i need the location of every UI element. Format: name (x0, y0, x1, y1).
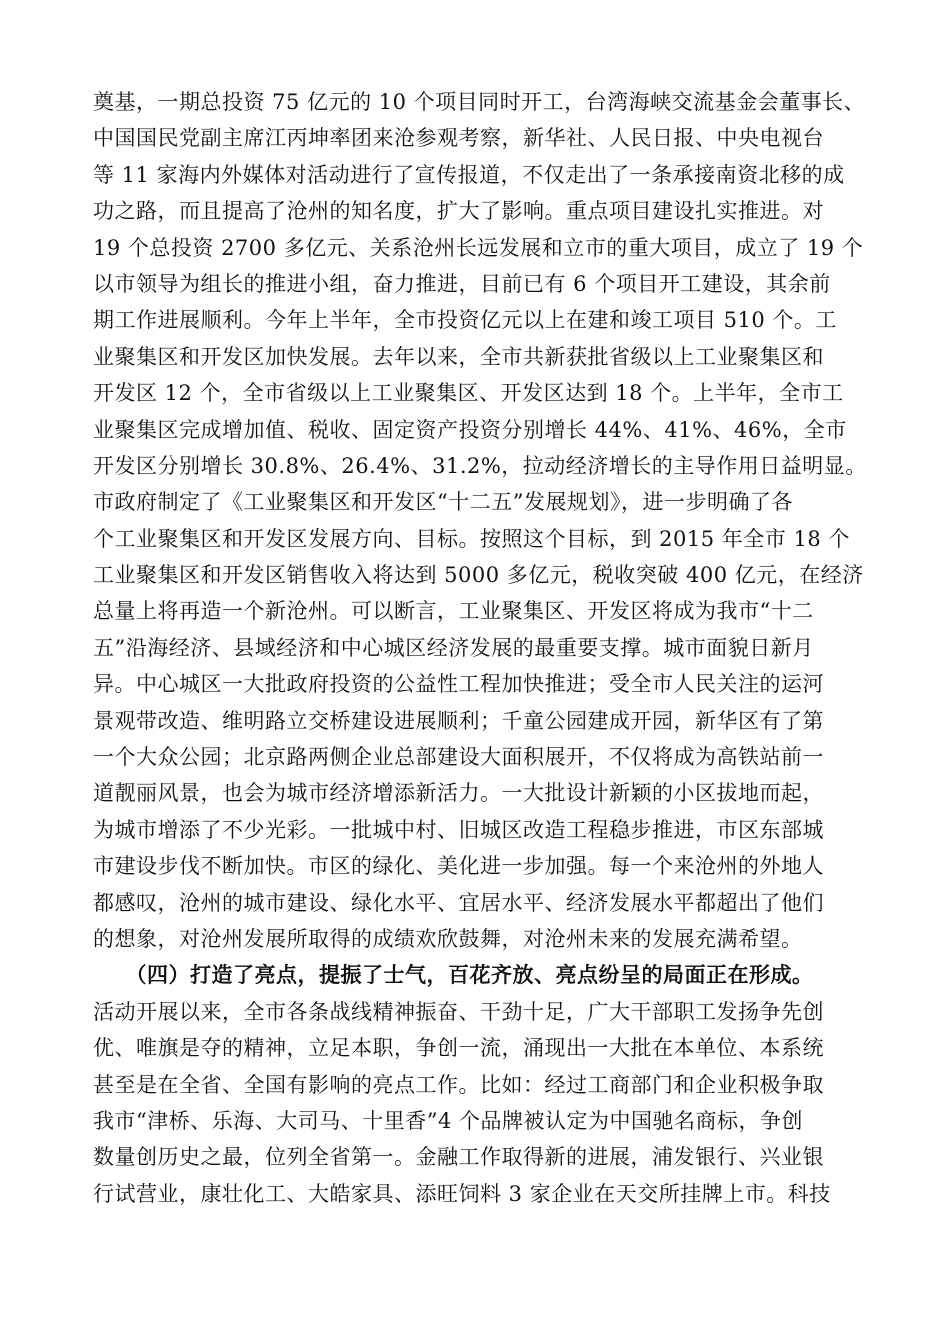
paragraph-line: 以市领导为组长的推进小组，奋力推进，目前已有 6 个项目开工建设，其余前 (93, 271, 831, 296)
paragraph-line: 奠基，一期总投资 75 亿元的 10 个项目同时开工，台湾海峡交流基金会董事长、 (93, 90, 866, 114)
paragraph-line: 异。中心城区一大批政府投资的公益性工程加快推进；受全市人民关注的运河 (93, 672, 824, 697)
paragraph-line: 的想象，对沧州发展所取得的成绩欢欣鼓舞，对沧州未来的发展充满希望。 (93, 926, 803, 951)
paragraph-line: 等 11 家海内外媒体对活动进行了宣传报道，不仅走出了一条承接南资北移的成 (93, 162, 845, 187)
paragraph-line: 景观带改造、维明路立交桥建设进展顺利；千童公园建成开园，新华区有了第 (93, 708, 824, 733)
paragraph-line: 甚至是在全省、全国有影响的亮点工作。比如：经过工商部门和企业积极争取 (93, 1072, 824, 1097)
paragraph-line: 一个大众公园；北京路两侧企业总部建设大面积展开，不仅将成为高铁站前一 (93, 745, 824, 770)
paragraph-line: 19 个总投资 2700 多亿元、关系沧州长远发展和立市的重大项目，成立了 19 个 (93, 235, 864, 260)
document-body (93, 84, 885, 1212)
paragraph-line: 总量上将再造一个新沧州。可以断言，工业聚集区、开发区将成为我市“十二 (93, 599, 814, 624)
paragraph-line: 期工作进展顺利。今年上半年，全市投资亿元以上在建和竣工项目 510 个。工 (93, 308, 837, 333)
paragraph-line: 我市“津桥、乐海、大司马、十里香”4 个品牌被认定为中国驰名商标，争创 (93, 1108, 804, 1133)
paragraph-line: 工业聚集区和开发区销售收入将达到 5000 多亿元，税收突破 400 亿元，在经济 (93, 563, 864, 588)
paragraph-line: 中国国民党副主席江丙坤率团来沧参观考察，新华社、人民日报、中央电视台 (93, 126, 824, 151)
paragraph-line: 功之路，而且提高了沧州的知名度，扩大了影响。重点项目建设扎实推进。对 (93, 199, 824, 224)
paragraph-line: 道靓丽风景，也会为城市经济增添新活力。一大批设计新颖的小区拔地而起， (93, 781, 824, 806)
paragraph-line: 市建设步伐不断加快。市区的绿化、美化进一步加强。每一个来沧州的外地人 (93, 854, 824, 879)
paragraph-line: 为城市增添了不少光彩。一批城中村、旧城区改造工程稳步推进，市区东部城 (93, 817, 824, 842)
paragraph-line: 开发区分别增长 30.8%、26.4%、31.2%，拉动经济增长的主导作用日益明显。 (93, 453, 867, 478)
section-heading-line: （四）打造了亮点，提振了士气，百花齐放、亮点纷呈的局面正在形成。 (93, 963, 814, 988)
paragraph-line: 业聚集区完成增加值、税收、固定资产投资分别增长 44%、41%、46%，全市 (93, 417, 847, 442)
paragraph-line: 市政府制定了《工业聚集区和开发区“十二五”发展规划》，进一步明确了各 (93, 490, 793, 515)
paragraph-line: 行试营业，康壮化工、大皓家具、添旺饲料 3 家企业在天交所挂牌上市。科技 (93, 1181, 831, 1206)
paragraph-line: 五”沿海经济、县域经济和中心城区经济发展的最重要支撑。城市面貌日新月 (93, 635, 814, 660)
paragraph-line: 活动开展以来，全市各条战线精神振奋、干劲十足，广大干部职工发扬争先创 (93, 999, 824, 1024)
paragraph-line: 数量创历史之最，位列全省第一。金融工作取得新的进展，浦发银行、兴业银 (93, 1145, 824, 1170)
paragraph-line: 个工业聚集区和开发区发展方向、目标。按照这个目标，到 2015 年全市 18 个 (93, 526, 850, 551)
paragraph-line: 优、唯旗是夺的精神，立足本职，争创一流，涌现出一大批在本单位、本系统 (93, 1036, 824, 1061)
paragraph-line: 都感叹，沧州的城市建设、绿化水平、宜居水平、经济发展水平都超出了他们 (93, 890, 824, 915)
paragraph-line: 业聚集区和开发区加快发展。去年以来，全市共新获批省级以上工业聚集区和 (93, 344, 824, 369)
paragraph-line: 开发区 12 个，全市省级以上工业聚集区、开发区达到 18 个。上半年，全市工 (93, 381, 844, 406)
